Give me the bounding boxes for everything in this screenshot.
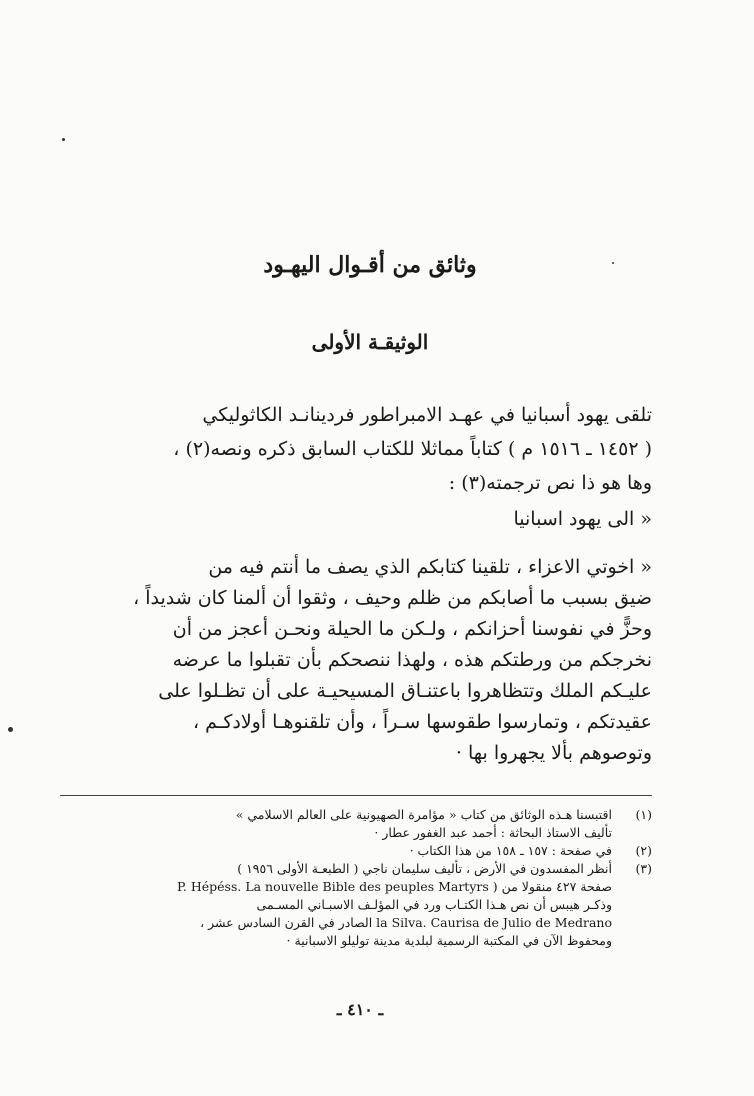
footnotes	[60, 806, 652, 950]
letter-line: نخرجكم من ورطتكم هذه ، ولهذا ننصحكم بأن تقبلوا ما عرضه	[172, 649, 652, 671]
footnote-line: la Silva. Caurisa de Julio de Medrano الصادر في القرن السادس عشر ،	[200, 915, 612, 930]
letter-line: « اخوتي الاعزاء ، تلقينا كتابكم الذي يصف ما أنتم فيه من	[208, 556, 652, 578]
letter-body	[60, 552, 652, 769]
intro-line: تلقى يهود أسبانيا في عهـد الامبراطور فردينانـد الكاثوليكي	[202, 404, 652, 426]
footnote-line: في صفحة : ١٥٧ ـ ١٥٨ من هذا الكتاب ·	[409, 843, 612, 858]
section-heading: الوثيقـة الأولى	[311, 330, 429, 354]
letter-line: ضيق بسبب ما أصابكم من ظلم وحيف ، وثقوا أن ألمنا كان شديداً ،	[133, 587, 652, 609]
footnote-number: (٣)	[635, 861, 652, 876]
footnote-number: (١)	[635, 807, 652, 822]
footnote-1	[60, 806, 652, 842]
letter-line: عقيدتكم ، وتمارسوا طقوسها سـراً ، وأن تلقنوهـا أولادكـم ،	[192, 711, 652, 733]
scan-speck	[8, 727, 13, 732]
letter-line: عليـكم الملك وتتظاهروا باعتنـاق المسيحيـة على أن تظـلوا على	[158, 680, 652, 702]
footnote-line: تأليف الاستاذ البحاثة : أحمد عبد الغفور عطار ·	[374, 825, 612, 840]
intro-paragraph	[60, 398, 652, 500]
footnote-number: (٢)	[635, 843, 652, 858]
letter-addressee: « الى يهود اسبانيا	[513, 508, 652, 530]
scan-speck	[62, 138, 65, 141]
intro-line: وها هو ذا نص ترجمته(٣) :	[448, 472, 652, 494]
document-title: وثائق من أقـوال اليهـود	[263, 252, 477, 278]
page-number: ـ ٤١٠ ـ	[336, 1000, 384, 1019]
footnote-line: أنظر المفسدون في الأرض ، تأليف سليمان ناجي ( الطبعـة الأولى ١٩٥٦ )	[237, 861, 612, 876]
footnote-3	[60, 860, 652, 950]
letter-line: وتوصوهم بألا يجهروا بها ·	[455, 742, 652, 764]
footnote-line: اقتبسنا هـذه الوثائق من كتاب « مؤامرة الصهيونية على العالم الاسلامي »	[235, 807, 612, 822]
footnote-line: وذكـر هيبس أن نص هـذا الكتـاب ورد في المؤلـف الاسبـاني المسـمى	[256, 897, 612, 912]
intro-line: ( ١٤٥٢ ـ ١٥١٦ م ) كتاباً مماثلا للكتاب السابق ذكره ونصه(٢) ،	[173, 438, 652, 460]
scan-speck	[612, 262, 614, 264]
footnote-line: صفحة ٤٢٧ منقولا من ( P. Hépéss. La nouvelle Bible des peuples Martyrs	[177, 879, 612, 894]
footnote-line: ومحفوظ الآن في المكتبة الرسمية لبلدية مدينة توليلو الاسبانية ·	[286, 933, 612, 948]
footnote-divider	[60, 795, 652, 796]
footnote-2	[60, 842, 652, 860]
letter-line: وحزًّ في نفوسنا أحزانكم ، ولـكن ما الحيلة ونحـن أعجز من أن	[172, 618, 652, 640]
